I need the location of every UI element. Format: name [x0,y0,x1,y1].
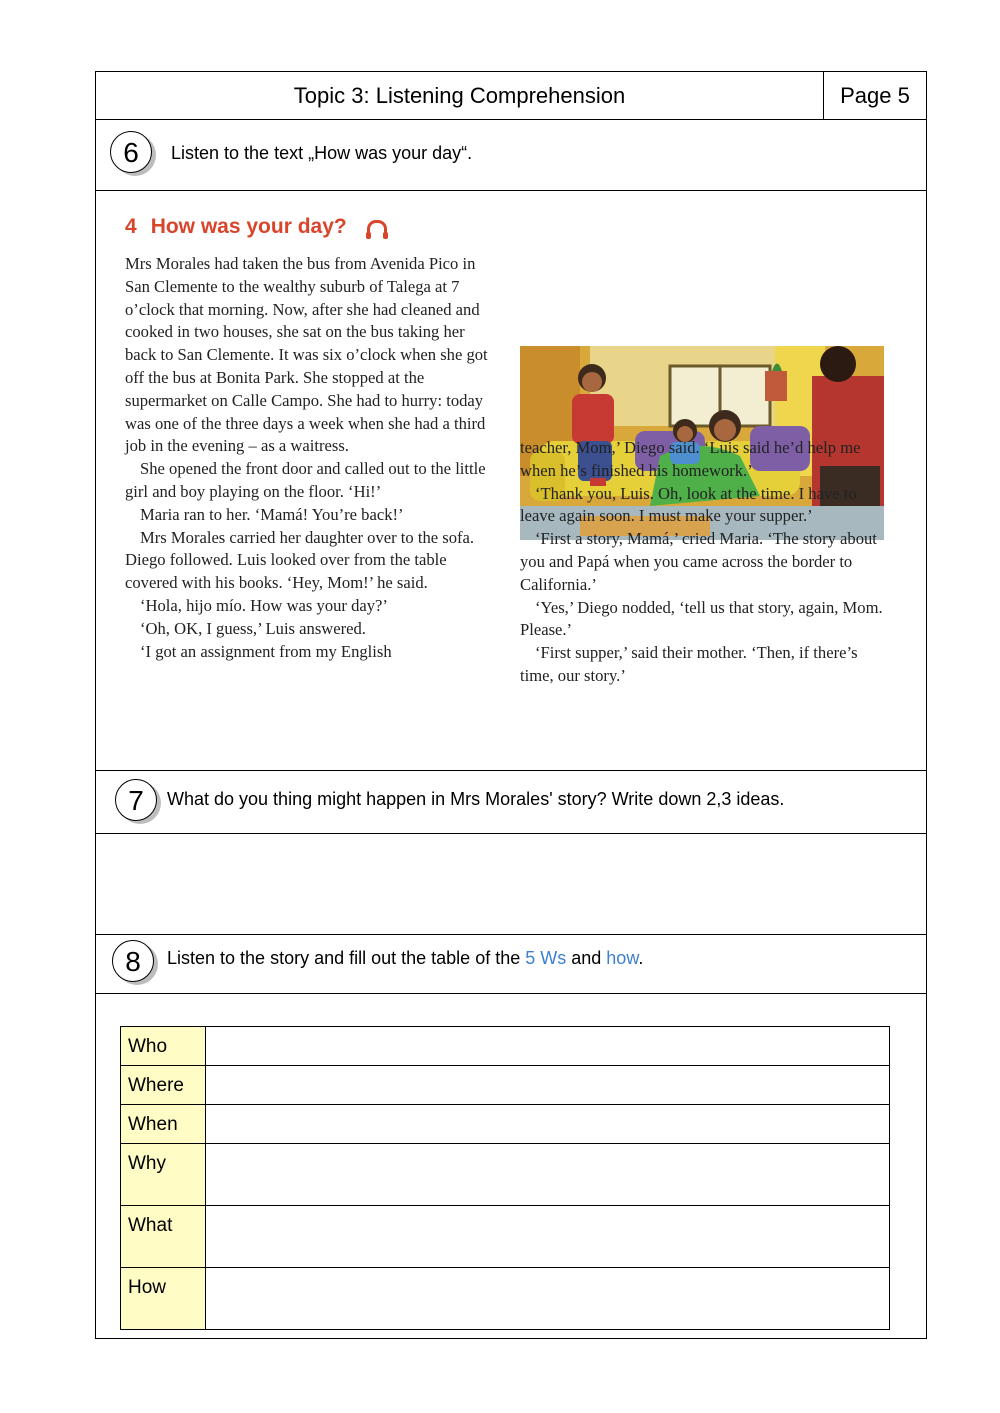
story-column-2 [520,437,890,688]
story-paragraph: Mrs Morales carried her daughter over to the sofa. Diego followed. Luis looked over from the table covered with his books. ‘Hey, Mom!’ he said. [125,527,475,593]
story-paragraph: ‘First supper,’ said their mother. ‘Then, if there’s time, our story.’ [520,643,858,685]
task-instruction: Listen to the text „How was your day“. [171,143,473,163]
story-paragraph: ‘Thank you, Luis. Oh, look at the time. I have to leave again soon. I must make your supper.’ [520,483,857,526]
task-instruction [167,947,643,969]
answer-space[interactable] [96,834,926,935]
row-label-where: Where [121,1066,206,1105]
table-row [121,1105,890,1144]
highlight-how: how [606,948,639,968]
story-paragraph: ‘Oh, OK, I guess,’ Luis answered. [140,618,366,638]
story-number: 4 [125,215,137,238]
story-paragraph: teacher, Mom,’ Diego said. ‘Luis said he’d help me when he’s finished his homework.’ [520,438,861,480]
row-label-when: When [121,1105,206,1144]
table-row [121,1268,890,1330]
row-label-why: Why [121,1144,206,1206]
task-6 [96,120,926,191]
answer-cell-where[interactable] [206,1066,890,1105]
instruction-text: and [566,948,607,968]
page-number: Page 5 [840,83,910,108]
page-title: Topic 3: Listening Comprehension [96,72,824,120]
task-number-badge: 6 [110,131,152,173]
answer-cell-what[interactable] [206,1206,890,1268]
story-paragraph: Mrs Morales had taken the bus from Avenida Pico in San Clemente to the wealthy suburb of Talega at 7 o’clock that morning. Now, after she had cleaned and cooked in two houses, she sat on the bus taking her back to San Clemente. It was six o’clock when she got off the bus at Bonita Park. She stopped at the supermarket on Calle Campo. She had to hurry: today was one of the three days a week when she had a third job in the evening – as a waitress. [125,254,488,456]
answer-cell-when[interactable] [206,1105,890,1144]
table-row [121,1066,890,1105]
story-paragraph: ‘Hola, hijo mío. How was your day?’ [140,595,388,615]
task-instruction: What do you thing might happen in Mrs Morales' story? Write down 2,3 ideas. [167,789,785,809]
table-row [121,1027,890,1066]
story-paragraph: ‘Yes,’ Diego nodded, ‘tell us that story, again, Mom. Please.’ [520,597,883,640]
row-label-what: What [121,1206,206,1268]
task-number-badge: 8 [112,940,154,982]
story-paragraph: ‘First a story, Mamá,’ cried Maria. ‘The story about you and Papá when you came across the border to California.’ [520,529,877,594]
story-title: How was your day? [150,215,347,238]
five-ws-table [120,1026,890,1330]
headphones-icon [367,220,387,235]
row-label-how: How [121,1268,206,1330]
answer-cell-who[interactable] [206,1027,890,1066]
story-paragraph: ‘I got an assignment from my English [140,641,392,661]
table-row [121,1144,890,1206]
story-paragraph: Maria ran to her. ‘Mamá! You’re back!’ [140,504,404,524]
answer-cell-how[interactable] [206,1268,890,1330]
task-number-badge: 7 [115,779,157,821]
row-label-who: Who [121,1027,206,1066]
instruction-text: Listen to the story and fill out the table of the [167,948,526,968]
textbook-excerpt [96,191,926,771]
task-7 [96,771,926,834]
table-row [121,1206,890,1268]
story-heading [125,215,387,239]
instruction-text: . [638,948,644,968]
worksheet [95,71,927,1339]
highlight-5ws: 5 Ws [525,948,567,968]
answer-cell-why[interactable] [206,1144,890,1206]
story-column-1 [125,253,489,663]
story-paragraph: She opened the front door and called out to the little girl and boy playing on the floor. ‘Hi!’ [125,459,486,501]
worksheet-header [96,72,926,120]
task-8 [96,935,926,994]
